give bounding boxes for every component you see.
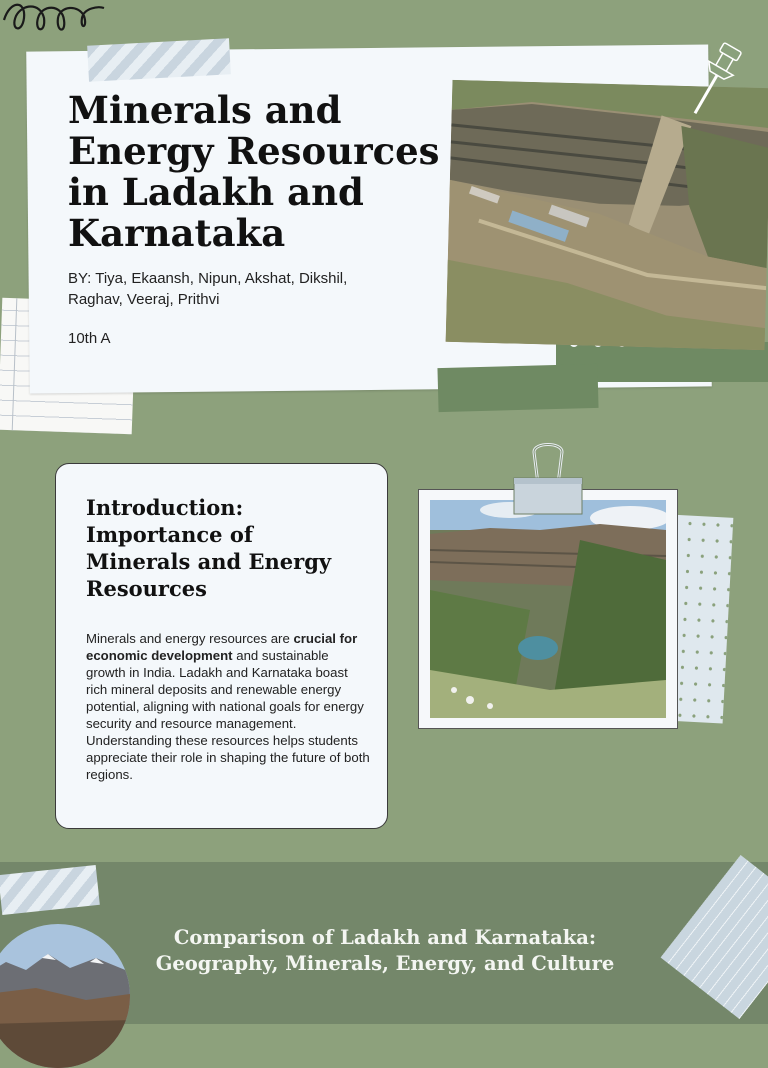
intro-heading-line-3: Minerals and Energy: [86, 549, 332, 574]
intro-heading-line-2: Importance of: [86, 522, 253, 547]
title-line-2: Energy Resources: [68, 129, 440, 173]
intro-heading-line-1: Introduction:: [86, 495, 244, 520]
intro-body-prefix: Minerals and energy resources are: [86, 631, 290, 646]
notebook-margin-line: [12, 298, 18, 430]
binder-clip-icon: [512, 440, 584, 518]
pushpin-icon: [690, 40, 750, 130]
title-line-1: Minerals and: [68, 88, 342, 132]
comparison-line-1: Comparison of Ladakh and Karnataka:: [173, 926, 597, 949]
authors-line-2: Raghav, Veeraj, Prithvi: [68, 291, 220, 308]
page-title: [68, 90, 439, 254]
intro-body-bold: crucial for economic development: [86, 631, 358, 663]
title-line-4: Karnataka: [68, 211, 286, 255]
photo-valley: [430, 500, 666, 718]
class-label: 10th A: [68, 330, 111, 347]
intro-heading: [86, 494, 331, 602]
authors-line-1: BY: Tiya, Ekaansh, Nipun, Akshat, Dikshil,: [68, 270, 348, 287]
tape-green-solid: [437, 364, 598, 412]
scribble-doodle-icon: [0, 0, 120, 45]
comparison-heading: [120, 925, 650, 977]
valley-landscape-image: [430, 500, 666, 718]
authors: [68, 268, 347, 310]
intro-body-rest: and sustainable growth in India. Ladakh and Karnataka boast rich mineral deposits and renewable energy potential, aligning with national goals for energy security and resource management. Understanding these resources helps students appreciate their role in shaping the future of both regions.: [86, 648, 370, 782]
washi-tape-top: [87, 38, 231, 81]
intro-heading-line-4: Resources: [86, 576, 207, 601]
title-line-3: in Ladakh and: [68, 170, 364, 214]
intro-body: [86, 630, 371, 783]
comparison-line-2: Geography, Minerals, Energy, and Culture: [155, 952, 615, 975]
